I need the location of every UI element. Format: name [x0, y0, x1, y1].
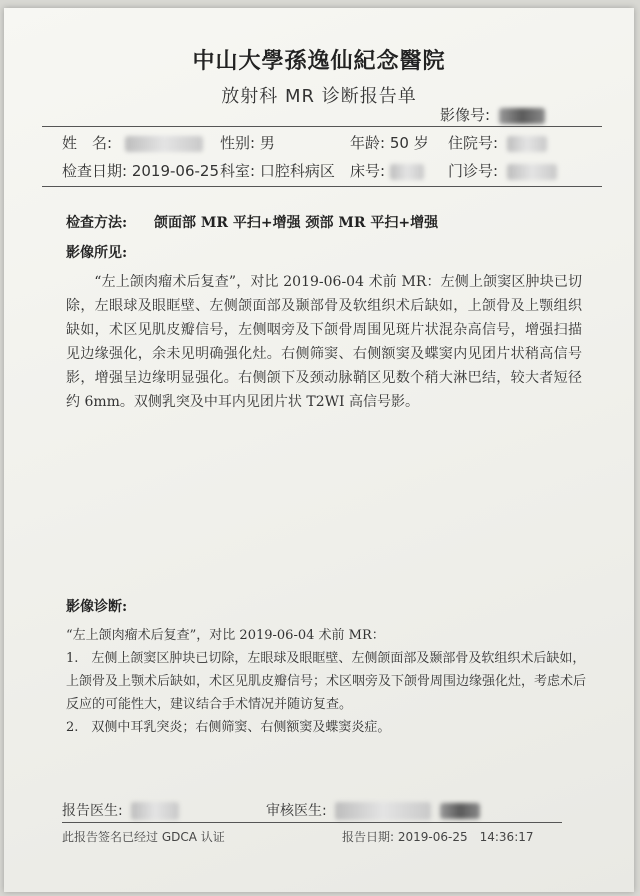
- patient-age: [350, 132, 429, 153]
- exam-date-label: 检查日期:: [62, 162, 128, 180]
- patient-sex: [220, 132, 275, 153]
- diagnosis-label: 影像诊断:: [66, 599, 128, 615]
- diagnosis-intro: “左上颌肉瘤术后复查”，对比 2019-06-04 术前 MR：: [66, 628, 385, 643]
- reporter-label: 报告医生:: [62, 803, 123, 819]
- dept-label: 科室:: [220, 162, 256, 180]
- inpatient-label: 住院号:: [448, 134, 499, 152]
- age-value: 50 岁: [389, 134, 429, 152]
- department: [220, 160, 335, 181]
- report-title: 放射科 MR 诊断报告单: [221, 86, 417, 107]
- findings-label: 影像所见:: [66, 245, 128, 261]
- report-date-label: 报告日期:: [342, 830, 395, 844]
- gdca-note: 此报告签名已经过 GDCA 认证: [62, 830, 225, 844]
- image-number: [440, 104, 545, 125]
- diagnosis-item-2: 2. 双侧中耳乳突炎；右侧筛窦、右侧额窦及蝶窦炎症。: [66, 720, 391, 735]
- report-sheet: [4, 8, 634, 892]
- sex-value: 男: [259, 134, 275, 152]
- redacted-outpatient-number: [507, 164, 557, 180]
- report-date-value: 2019-06-25 14:36:17: [397, 830, 534, 844]
- reporter: [62, 800, 179, 820]
- outpatient-number: [448, 160, 557, 181]
- outpatient-label: 门诊号:: [448, 162, 499, 180]
- patient-divider: [42, 186, 602, 187]
- method-label: 检查方法:: [66, 215, 128, 231]
- hospital-name: 中山大學孫逸仙紀念醫院: [192, 48, 446, 74]
- image-number-label: 影像号:: [440, 106, 491, 124]
- bed-label: 床号:: [350, 162, 386, 180]
- diagnosis-item-1: 1. 左侧上颌窦区肿块已切除，左眼球及眼眶壁、左侧颌面部及颞部骨及软组织术后缺如，上颌骨及上颚术后缺如，术区见肌皮瓣信号；术区咽旁及下颌骨周围边缘强化灶，考虑术后反应的可能性大，建议结合手术情况并随访复查。: [66, 651, 587, 712]
- sex-label: 性别:: [220, 134, 256, 152]
- age-label: 年龄:: [350, 134, 386, 152]
- redacted-reviewer-signature: [335, 802, 431, 820]
- bed-number: [350, 160, 424, 181]
- redacted-reviewer-stamp: [440, 803, 480, 819]
- inpatient-number: [448, 132, 547, 153]
- dept-value: 口腔科病区: [259, 162, 335, 180]
- redacted-reporter-signature: [131, 802, 179, 820]
- header-divider: [42, 126, 602, 127]
- name-label: 姓 名:: [62, 134, 113, 152]
- redacted-image-number: [499, 108, 545, 124]
- exam-date-value: 2019-06-25: [131, 162, 220, 180]
- report-date: [342, 828, 534, 845]
- diagnosis-body: [66, 624, 586, 739]
- patient-name: [62, 132, 203, 153]
- method-value: 颌面部 MR 平扫+增强 颈部 MR 平扫+增强: [154, 215, 439, 231]
- redacted-name: [125, 136, 203, 152]
- redacted-inpatient-number: [507, 136, 547, 152]
- redacted-bed-number: [390, 164, 424, 180]
- findings-text: “左上颌肉瘤术后复查”，对比 2019-06-04 术前 MR：左侧上颌窦区肿块已切除，左眼球及眼眶壁、左侧颌面部及颞部骨及软组织术后缺如，上颌骨及上颚组织缺如，术区见肌皮瓣信号，左侧咽旁及下颌骨周围见斑片状混杂高信号，增强扫描见边缘强化，余未见明确强化灶。右侧筛窦、右侧额窦及蝶窦内见团片状稍高信号影，增强呈边缘明显强化。右侧颌下及颈动脉鞘区见数个稍大淋巴结，较大者短径约 6mm。双侧乳突及中耳内见团片状 T2WI 高信号影。: [66, 274, 582, 410]
- reviewer-label: 审核医生:: [266, 803, 327, 819]
- reviewer: [266, 800, 480, 820]
- exam-date: [62, 160, 219, 181]
- footer-divider: [62, 822, 562, 823]
